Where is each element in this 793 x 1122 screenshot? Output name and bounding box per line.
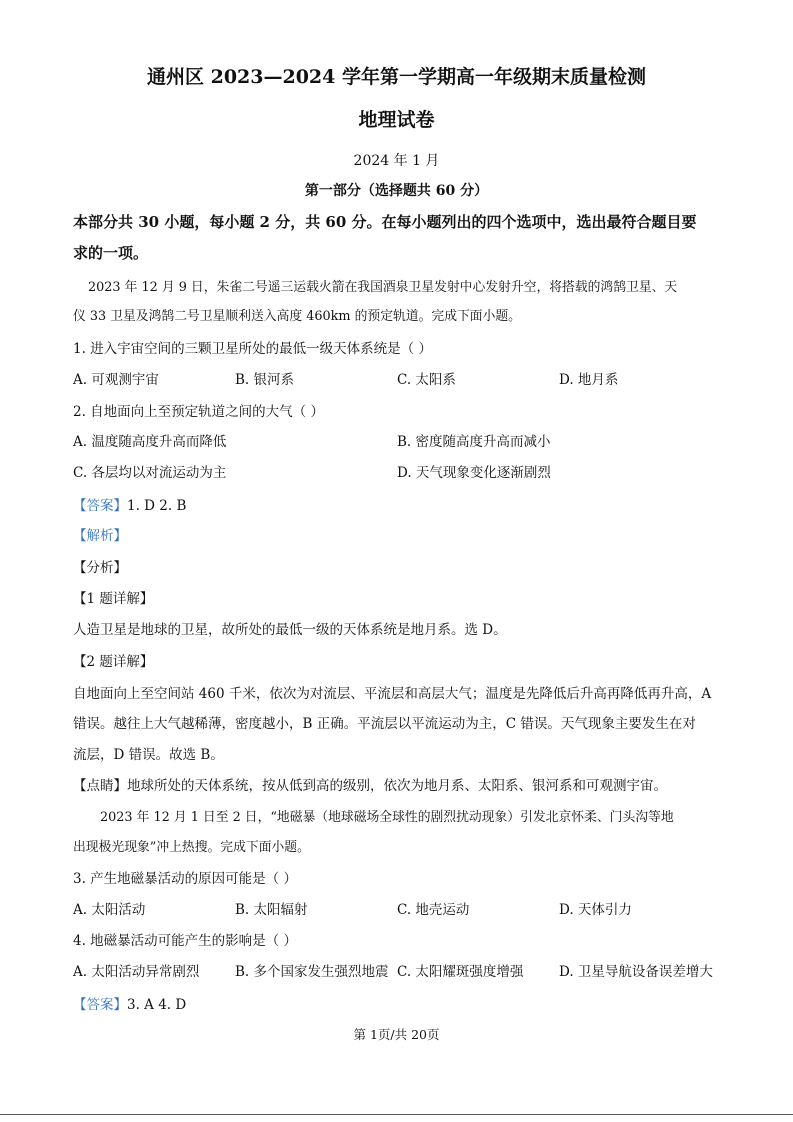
q4-option-d: D. 卫星导航设备误差增大: [559, 964, 713, 980]
question-1: 1. 进入宇宙空间的三颗卫星所处的最低一级天体系统是（ ）: [73, 341, 432, 357]
answer-label: 【答案】: [73, 997, 127, 1013]
question-2: 2. 自地面向上至预定轨道之间的大气（ ）: [73, 404, 324, 420]
part-heading: 第一部分（选择题共 60 分）: [304, 183, 489, 199]
q2-option-c: C. 各层均以对流运动为主: [73, 465, 227, 481]
tip: [73, 774, 667, 794]
q3-option-a: A. 太阳活动: [73, 902, 146, 918]
q4-option-b: B. 多个国家发生强烈地震: [235, 964, 389, 980]
group2-stem-line-2: 出现极光现象”冲上热搜。完成下面小题。: [73, 840, 310, 855]
fenxi-label: 【分析】: [73, 560, 127, 576]
instruction-line-1: 本部分共 30 小题，每小题 2 分，共 60 分。在每小题列出的四个选项中，选出最符合题目要: [73, 213, 697, 231]
q3-option-d: D. 天体引力: [559, 902, 632, 918]
answer-text: 1. D 2. B: [127, 498, 187, 514]
q2-detail-line-2: 错误。越往上大气越稀薄，密度越小，B 正确。平流层以平流运动为主，C 错误。天气现象主要发生在对: [73, 716, 696, 732]
q1-detail-label: 【1 题详解】: [73, 591, 154, 607]
q1-option-b: B. 银河系: [235, 372, 295, 388]
tip-label: 【点睛】: [73, 778, 127, 794]
group1-answer: [73, 494, 186, 514]
group2-stem-line-1: 2023 年 12 月 1 日至 2 日，“地磁暴（地球磁场全球性的剧烈扰动现象）引发北京怀柔、门头沟等地: [100, 810, 674, 825]
q1-option-a: A. 可观测宇宙: [73, 372, 159, 388]
q2-option-d: D. 天气现象变化逐渐剧烈: [397, 465, 551, 481]
q2-option-a: A. 温度随高度升高而降低: [73, 434, 227, 450]
q4-option-c: C. 太阳耀斑强度增强: [397, 964, 524, 980]
bottom-divider: [0, 1114, 793, 1115]
page-number: 第 1页/共 20页: [353, 1027, 440, 1042]
q2-detail-line-1: 自地面向上至空间站 460 千米，依次为对流层、平流层和高层大气；温度是先降低后升高再降低再升高，A: [73, 686, 712, 702]
exam-date: 2024 年 1 月: [353, 153, 440, 169]
q1-option-d: D. 地月系: [559, 372, 619, 388]
q4-option-a: A. 太阳活动异常剧烈: [73, 964, 200, 980]
subject-title: 地理试卷: [358, 109, 435, 131]
answer-label: 【答案】: [73, 498, 127, 514]
q3-option-b: B. 太阳辐射: [235, 902, 308, 918]
analysis-label: 【解析】: [73, 528, 127, 544]
question-3: 3. 产生地磁暴活动的原因可能是（ ）: [73, 871, 297, 887]
exam-title: 通州区 2023—2024 学年第一学期高一年级期末质量检测: [147, 66, 646, 88]
instruction-line-2: 求的一项。: [73, 244, 149, 262]
q2-option-b: B. 密度随高度升高而减小: [397, 434, 551, 450]
q2-detail-label: 【2 题详解】: [73, 654, 154, 670]
group1-stem-line-2: 仪 33 卫星及鸿鹄二号卫星顺利送入高度 460km 的预定轨道。完成下面小题。: [73, 309, 521, 324]
q1-detail-text: 人造卫星是地球的卫星，故所处的最低一级的天体系统是地月系。选 D。: [73, 622, 507, 638]
group2-answer: [73, 993, 186, 1013]
q1-option-c: C. 太阳系: [397, 372, 456, 388]
q2-detail-line-3: 流层，D 错误。故选 B。: [73, 747, 224, 763]
tip-text: 地球所处的天体系统，按从低到高的级别，依次为地月系、太阳系、银河系和可观测宇宙。: [127, 778, 667, 794]
answer-text: 3. A 4. D: [127, 997, 187, 1013]
question-4: 4. 地磁暴活动可能产生的影响是（ ）: [73, 933, 297, 949]
group1-stem-line-1: 2023 年 12 月 9 日，朱雀二号遥三运载火箭在我国酒泉卫星发射中心发射升空，将搭载的鸿鹄卫星、天: [88, 280, 678, 295]
q3-option-c: C. 地壳运动: [397, 902, 470, 918]
